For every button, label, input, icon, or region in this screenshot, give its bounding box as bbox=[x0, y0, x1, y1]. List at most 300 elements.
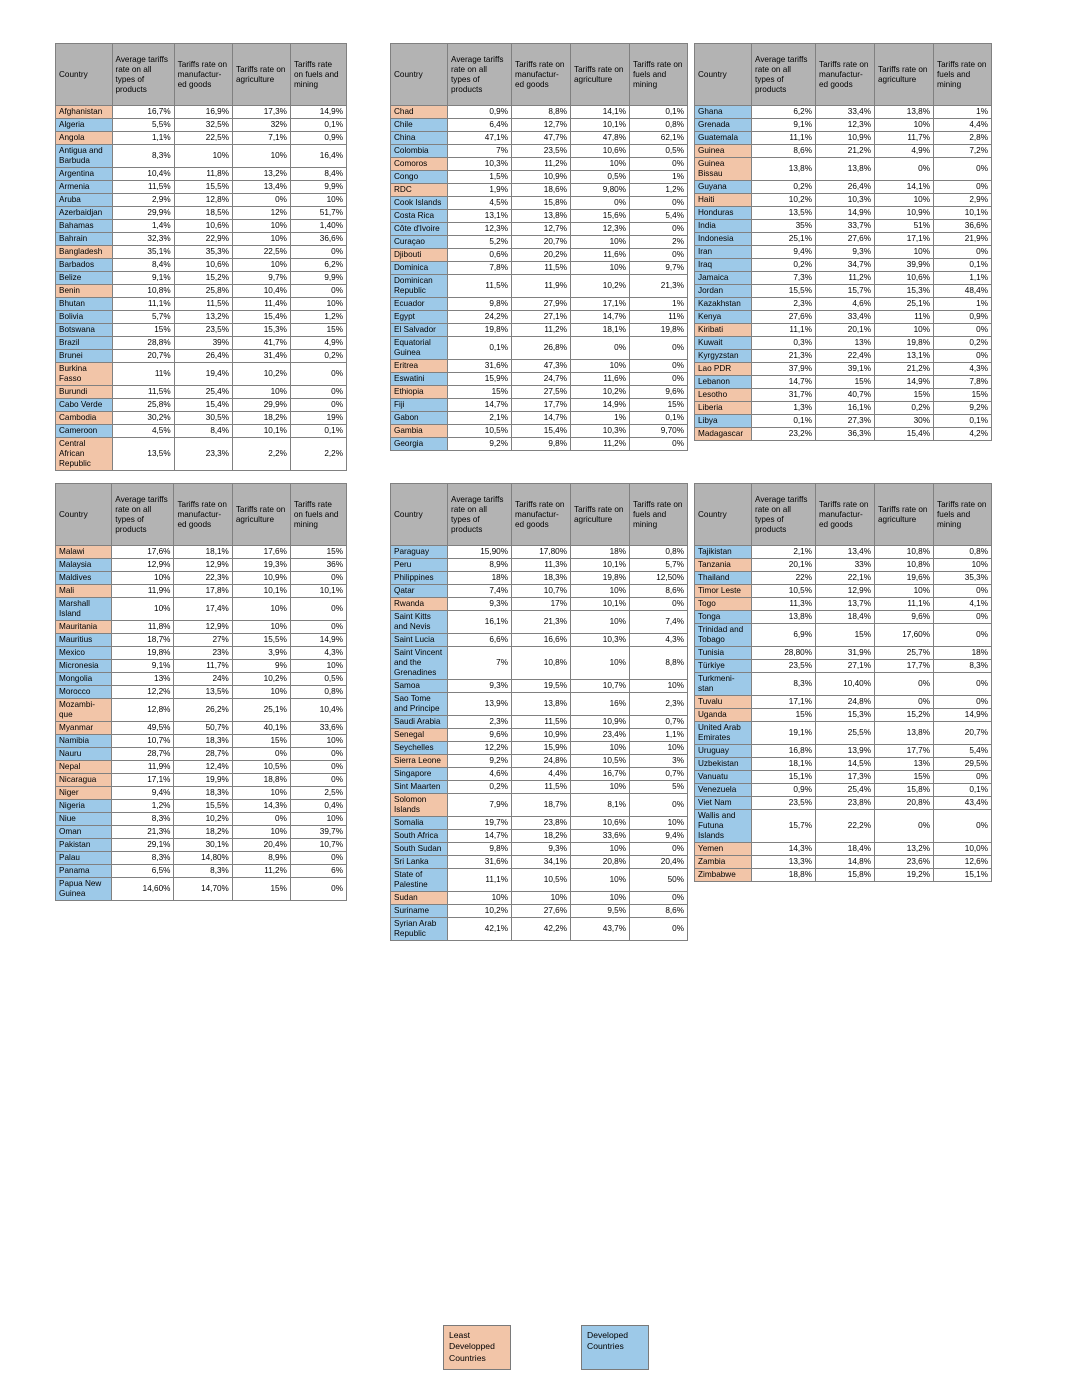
table-row bbox=[391, 386, 688, 399]
cell-agriculture: 1% bbox=[571, 412, 630, 425]
cell-fuels-and-mining: 0% bbox=[290, 246, 346, 259]
cell-manufactured-goods: 23,3% bbox=[174, 438, 232, 471]
table-row bbox=[56, 311, 347, 324]
cell-manufactured-goods: 11,2% bbox=[816, 272, 875, 285]
cell-average-tariffs: 11,9% bbox=[112, 585, 174, 598]
cell-agriculture: 10,1% bbox=[232, 425, 290, 438]
cell-manufactured-goods: 12,9% bbox=[816, 585, 875, 598]
cell-agriculture: 4,9% bbox=[875, 145, 934, 158]
column-header-average-tariffs: Average tariffs rate on all types of products bbox=[112, 484, 174, 546]
cell-agriculture: 41,7% bbox=[232, 337, 290, 350]
table-row bbox=[695, 145, 992, 158]
cell-fuels-and-mining: 10% bbox=[290, 298, 346, 311]
cell-fuels-and-mining: 0,8% bbox=[290, 686, 346, 699]
cell-agriculture: 10,1% bbox=[571, 119, 630, 132]
table-row bbox=[695, 572, 992, 585]
cell-agriculture: 11,4% bbox=[232, 298, 290, 311]
cell-agriculture: 17,60% bbox=[875, 624, 934, 647]
table-row bbox=[391, 559, 688, 572]
cell-agriculture: 0,5% bbox=[571, 171, 630, 184]
table-row bbox=[695, 856, 992, 869]
table-row bbox=[56, 546, 347, 559]
cell-manufactured-goods: 10,5% bbox=[512, 869, 571, 892]
cell-fuels-and-mining: 0% bbox=[934, 624, 992, 647]
cell-country: United Arab Emirates bbox=[695, 722, 752, 745]
table-row bbox=[56, 324, 347, 337]
cell-agriculture: 19,2% bbox=[875, 869, 934, 882]
table-row bbox=[391, 716, 688, 729]
cell-manufactured-goods: 14,5% bbox=[816, 758, 875, 771]
table-row bbox=[391, 311, 688, 324]
cell-country: Thailand bbox=[695, 572, 752, 585]
table-row bbox=[391, 546, 688, 559]
cell-fuels-and-mining: 3% bbox=[630, 755, 688, 768]
column-header-manufactured-goods: Tariffs rate on manufactur-ed goods bbox=[174, 484, 232, 546]
cell-fuels-and-mining: 0,9% bbox=[934, 311, 992, 324]
table-row bbox=[56, 826, 347, 839]
cell-agriculture: 9,7% bbox=[232, 272, 290, 285]
cell-manufactured-goods: 12,3% bbox=[816, 119, 875, 132]
cell-country: Peru bbox=[391, 559, 448, 572]
cell-agriculture: 15% bbox=[232, 878, 290, 901]
cell-manufactured-goods: 11,8% bbox=[174, 168, 232, 181]
cell-country: El Salvador bbox=[391, 324, 448, 337]
cell-country: Lesotho bbox=[695, 389, 752, 402]
column-header-country: Country bbox=[56, 44, 113, 106]
cell-average-tariffs: 0,1% bbox=[448, 337, 512, 360]
table-row bbox=[391, 905, 688, 918]
table-row bbox=[695, 389, 992, 402]
cell-fuels-and-mining: 9,6% bbox=[630, 386, 688, 399]
table-row bbox=[56, 207, 347, 220]
table-row bbox=[56, 673, 347, 686]
table-row bbox=[695, 415, 992, 428]
cell-manufactured-goods: 23,5% bbox=[512, 145, 571, 158]
cell-manufactured-goods: 27,9% bbox=[512, 298, 571, 311]
cell-fuels-and-mining: 0,2% bbox=[934, 337, 992, 350]
cell-manufactured-goods: 17,7% bbox=[512, 399, 571, 412]
cell-manufactured-goods: 25,5% bbox=[816, 722, 875, 745]
cell-agriculture: 15,8% bbox=[875, 784, 934, 797]
cell-agriculture: 17,7% bbox=[875, 745, 934, 758]
cell-fuels-and-mining: 0% bbox=[630, 843, 688, 856]
cell-average-tariffs: 28,8% bbox=[112, 337, 174, 350]
cell-average-tariffs: 15% bbox=[112, 324, 174, 337]
column-header-fuels-and-mining: Tariffs rate on fuels and mining bbox=[934, 44, 992, 106]
cell-fuels-and-mining: 0% bbox=[290, 598, 346, 621]
cell-country: Libya bbox=[695, 415, 752, 428]
cell-fuels-and-mining: 0% bbox=[290, 852, 346, 865]
cell-fuels-and-mining: 21,9% bbox=[934, 233, 992, 246]
cell-average-tariffs: 17,1% bbox=[752, 696, 816, 709]
cell-country: Niue bbox=[56, 813, 112, 826]
cell-country: Bahrain bbox=[56, 233, 113, 246]
table-row bbox=[391, 360, 688, 373]
cell-average-tariffs: 0,9% bbox=[448, 106, 512, 119]
cell-manufactured-goods: 27,6% bbox=[816, 233, 875, 246]
column-header-agriculture: Tariffs rate on agriculture bbox=[232, 44, 290, 106]
cell-manufactured-goods: 39,1% bbox=[816, 363, 875, 376]
cell-fuels-and-mining: 0% bbox=[934, 585, 992, 598]
cell-average-tariffs: 1,4% bbox=[112, 220, 174, 233]
cell-manufactured-goods: 18,2% bbox=[174, 826, 232, 839]
cell-manufactured-goods: 8,4% bbox=[174, 425, 232, 438]
cell-agriculture: 15,4% bbox=[875, 428, 934, 441]
cell-country: Iraq bbox=[695, 259, 752, 272]
cell-agriculture: 10,1% bbox=[232, 585, 290, 598]
cell-manufactured-goods: 20,1% bbox=[816, 324, 875, 337]
cell-agriculture: 39,9% bbox=[875, 259, 934, 272]
cell-manufactured-goods: 10,9% bbox=[816, 132, 875, 145]
cell-average-tariffs: 9,1% bbox=[112, 660, 174, 673]
cell-country: Mozambi-que bbox=[56, 699, 112, 722]
column-header-average-tariffs: Average tariffs rate on all types of products bbox=[448, 484, 512, 546]
cell-agriculture: 23,6% bbox=[875, 856, 934, 869]
cell-country: Togo bbox=[695, 598, 752, 611]
cell-manufactured-goods: 27,1% bbox=[512, 311, 571, 324]
cell-country: Haiti bbox=[695, 194, 752, 207]
cell-average-tariffs: 19,8% bbox=[448, 324, 512, 337]
cell-manufactured-goods: 21,3% bbox=[512, 611, 571, 634]
cell-manufactured-goods: 14,8% bbox=[816, 856, 875, 869]
cell-country: Morocco bbox=[56, 686, 112, 699]
cell-fuels-and-mining: 0% bbox=[630, 373, 688, 386]
cell-average-tariffs: 35,1% bbox=[112, 246, 174, 259]
cell-country: Palau bbox=[56, 852, 112, 865]
cell-average-tariffs: 4,5% bbox=[112, 425, 174, 438]
cell-country: Mongolia bbox=[56, 673, 112, 686]
cell-agriculture: 14,7% bbox=[571, 311, 630, 324]
cell-fuels-and-mining: 7,4% bbox=[630, 611, 688, 634]
cell-fuels-and-mining: 0% bbox=[630, 360, 688, 373]
cell-fuels-and-mining: 4,9% bbox=[290, 337, 346, 350]
column-header-agriculture: Tariffs rate on agriculture bbox=[875, 44, 934, 106]
cell-country: Tanzania bbox=[695, 559, 752, 572]
table-row bbox=[56, 699, 347, 722]
cell-agriculture: 10% bbox=[571, 611, 630, 634]
cell-average-tariffs: 13,5% bbox=[112, 438, 174, 471]
cell-average-tariffs: 18,8% bbox=[752, 869, 816, 882]
cell-average-tariffs: 11,1% bbox=[752, 324, 816, 337]
cell-country: Mali bbox=[56, 585, 112, 598]
cell-manufactured-goods: 15,4% bbox=[512, 425, 571, 438]
cell-agriculture: 16,7% bbox=[571, 768, 630, 781]
cell-agriculture: 10% bbox=[875, 324, 934, 337]
cell-fuels-and-mining: 10,4% bbox=[290, 699, 346, 722]
cell-average-tariffs: 8,3% bbox=[112, 852, 174, 865]
cell-agriculture: 10,7% bbox=[571, 680, 630, 693]
table-slot-3 bbox=[694, 43, 1092, 441]
cell-manufactured-goods: 20,7% bbox=[512, 236, 571, 249]
cell-average-tariffs: 8,3% bbox=[752, 673, 816, 696]
table-row bbox=[695, 363, 992, 376]
table-header-row bbox=[695, 484, 992, 546]
column-header-fuels-and-mining: Tariffs rate on fuels and mining bbox=[290, 44, 346, 106]
cell-agriculture: 17,6% bbox=[232, 546, 290, 559]
column-header-country: Country bbox=[695, 44, 752, 106]
cell-fuels-and-mining: 20,4% bbox=[630, 856, 688, 869]
cell-manufactured-goods: 19,4% bbox=[174, 363, 232, 386]
legend-least-developed-countries: Least Developped Countries bbox=[443, 1325, 511, 1370]
column-header-fuels-and-mining: Tariffs rate on fuels and mining bbox=[934, 484, 992, 546]
cell-manufactured-goods: 13,4% bbox=[816, 546, 875, 559]
cell-fuels-and-mining: 8,6% bbox=[630, 585, 688, 598]
table-row bbox=[56, 572, 347, 585]
cell-average-tariffs: 30,2% bbox=[112, 412, 174, 425]
cell-agriculture: 3,9% bbox=[232, 647, 290, 660]
cell-manufactured-goods: 22,2% bbox=[816, 810, 875, 843]
cell-fuels-and-mining: 1,40% bbox=[290, 220, 346, 233]
cell-agriculture: 11% bbox=[875, 311, 934, 324]
cell-average-tariffs: 31,6% bbox=[448, 360, 512, 373]
column-header-fuels-and-mining: Tariffs rate on fuels and mining bbox=[630, 484, 688, 546]
cell-agriculture: 19,8% bbox=[875, 337, 934, 350]
table-row bbox=[391, 425, 688, 438]
cell-country: Egypt bbox=[391, 311, 448, 324]
cell-average-tariffs: 9,8% bbox=[448, 298, 512, 311]
cell-manufactured-goods: 25,4% bbox=[174, 386, 232, 399]
cell-manufactured-goods: 19,9% bbox=[174, 774, 232, 787]
cell-fuels-and-mining: 14,9% bbox=[290, 634, 346, 647]
cell-manufactured-goods: 33% bbox=[816, 559, 875, 572]
cell-average-tariffs: 9,6% bbox=[448, 729, 512, 742]
cell-agriculture: 10,6% bbox=[571, 145, 630, 158]
cell-fuels-and-mining: 0,2% bbox=[290, 350, 346, 363]
table-row bbox=[56, 194, 347, 207]
table-row bbox=[56, 350, 347, 363]
cell-manufactured-goods: 13% bbox=[816, 337, 875, 350]
cell-fuels-and-mining: 7,2% bbox=[934, 145, 992, 158]
cell-manufactured-goods: 25,4% bbox=[816, 784, 875, 797]
cell-fuels-and-mining: 0% bbox=[934, 324, 992, 337]
cell-agriculture: 15,3% bbox=[875, 285, 934, 298]
cell-manufactured-goods: 10,6% bbox=[174, 220, 232, 233]
cell-country: Angola bbox=[56, 132, 113, 145]
table-row bbox=[391, 171, 688, 184]
cell-agriculture: 10% bbox=[232, 826, 290, 839]
cell-manufactured-goods: 18,5% bbox=[174, 207, 232, 220]
column-header-country: Country bbox=[695, 484, 752, 546]
cell-agriculture: 17,1% bbox=[571, 298, 630, 311]
cell-fuels-and-mining: 14,9% bbox=[934, 709, 992, 722]
cell-agriculture: 20,8% bbox=[571, 856, 630, 869]
cell-average-tariffs: 6,5% bbox=[112, 865, 174, 878]
cell-fuels-and-mining: 0,1% bbox=[630, 412, 688, 425]
cell-fuels-and-mining: 11% bbox=[630, 311, 688, 324]
cell-fuels-and-mining: 51,7% bbox=[290, 207, 346, 220]
table-row bbox=[56, 412, 347, 425]
cell-average-tariffs: 0,2% bbox=[752, 181, 816, 194]
cell-average-tariffs: 11% bbox=[112, 363, 174, 386]
cell-fuels-and-mining: 10% bbox=[934, 559, 992, 572]
cell-agriculture: 25,1% bbox=[232, 699, 290, 722]
cell-average-tariffs: 14,7% bbox=[752, 376, 816, 389]
cell-fuels-and-mining: 10,1% bbox=[934, 207, 992, 220]
cell-manufactured-goods: 14,80% bbox=[174, 852, 232, 865]
cell-country: Armenia bbox=[56, 181, 113, 194]
cell-country: Wallis and Futuna Islands bbox=[695, 810, 752, 843]
cell-agriculture: 10,5% bbox=[571, 755, 630, 768]
column-header-average-tariffs: Average tariffs rate on all types of products bbox=[752, 484, 816, 546]
cell-average-tariffs: 17,6% bbox=[112, 546, 174, 559]
cell-country: Oman bbox=[56, 826, 112, 839]
cell-fuels-and-mining: 0% bbox=[630, 892, 688, 905]
cell-fuels-and-mining: 19,8% bbox=[630, 324, 688, 337]
cell-manufactured-goods: 16,9% bbox=[174, 106, 232, 119]
table-row bbox=[695, 132, 992, 145]
cell-fuels-and-mining: 0% bbox=[630, 249, 688, 262]
cell-manufactured-goods: 10,3% bbox=[816, 194, 875, 207]
cell-average-tariffs: 10% bbox=[112, 572, 174, 585]
cell-average-tariffs: 22% bbox=[752, 572, 816, 585]
cell-manufactured-goods: 14,70% bbox=[174, 878, 232, 901]
cell-average-tariffs: 11,1% bbox=[752, 132, 816, 145]
table-row bbox=[391, 856, 688, 869]
table-row bbox=[56, 119, 347, 132]
cell-country: Cambodia bbox=[56, 412, 113, 425]
table-row bbox=[56, 735, 347, 748]
cell-average-tariffs: 11,5% bbox=[112, 181, 174, 194]
cell-agriculture: 29,9% bbox=[232, 399, 290, 412]
cell-manufactured-goods: 8,8% bbox=[512, 106, 571, 119]
cell-country: Paraguay bbox=[391, 546, 448, 559]
cell-fuels-and-mining: 4,4% bbox=[934, 119, 992, 132]
table-row bbox=[56, 145, 347, 168]
cell-manufactured-goods: 11,2% bbox=[512, 158, 571, 171]
cell-average-tariffs: 0,2% bbox=[752, 259, 816, 272]
table-row bbox=[391, 693, 688, 716]
cell-manufactured-goods: 27,1% bbox=[816, 660, 875, 673]
cell-fuels-and-mining: 0% bbox=[630, 158, 688, 171]
cell-agriculture: 18,8% bbox=[232, 774, 290, 787]
cell-agriculture: 10% bbox=[571, 585, 630, 598]
cell-average-tariffs: 8,3% bbox=[112, 145, 174, 168]
cell-agriculture: 10,6% bbox=[875, 272, 934, 285]
cell-average-tariffs: 10,5% bbox=[448, 425, 512, 438]
cell-agriculture: 10,3% bbox=[571, 425, 630, 438]
cell-country: Tajikistan bbox=[695, 546, 752, 559]
cell-average-tariffs: 2,3% bbox=[448, 716, 512, 729]
cell-agriculture: 10% bbox=[875, 119, 934, 132]
cell-agriculture: 15% bbox=[875, 389, 934, 402]
cell-manufactured-goods: 18,7% bbox=[512, 794, 571, 817]
cell-average-tariffs: 35% bbox=[752, 220, 816, 233]
cell-fuels-and-mining: 5,4% bbox=[934, 745, 992, 758]
cell-country: Georgia bbox=[391, 438, 448, 451]
cell-agriculture: 0% bbox=[875, 673, 934, 696]
cell-agriculture: 10,9% bbox=[875, 207, 934, 220]
cell-fuels-and-mining: 0% bbox=[934, 771, 992, 784]
cell-agriculture: 14,9% bbox=[571, 399, 630, 412]
cell-country: Malaysia bbox=[56, 559, 112, 572]
cell-country: Samoa bbox=[391, 680, 448, 693]
table-row bbox=[56, 761, 347, 774]
cell-average-tariffs: 9,8% bbox=[448, 843, 512, 856]
cell-average-tariffs: 25,1% bbox=[752, 233, 816, 246]
cell-average-tariffs: 0,1% bbox=[752, 415, 816, 428]
cell-agriculture: 21,2% bbox=[875, 363, 934, 376]
cell-country: Kiribati bbox=[695, 324, 752, 337]
cell-fuels-and-mining: 0% bbox=[290, 774, 346, 787]
cell-average-tariffs: 12,8% bbox=[112, 699, 174, 722]
cell-fuels-and-mining: 5,7% bbox=[630, 559, 688, 572]
table-row bbox=[391, 438, 688, 451]
cell-agriculture: 10% bbox=[571, 781, 630, 794]
cell-manufactured-goods: 18,6% bbox=[512, 184, 571, 197]
cell-fuels-and-mining: 15% bbox=[290, 546, 346, 559]
cell-country: Cabo Verde bbox=[56, 399, 113, 412]
cell-country: Mauritania bbox=[56, 621, 112, 634]
table-row bbox=[695, 220, 992, 233]
cell-fuels-and-mining: 0,1% bbox=[934, 259, 992, 272]
cell-manufactured-goods: 23,8% bbox=[512, 817, 571, 830]
column-header-country: Country bbox=[56, 484, 112, 546]
cell-fuels-and-mining: 36,6% bbox=[934, 220, 992, 233]
cell-country: Equatorial Guinea bbox=[391, 337, 448, 360]
cell-average-tariffs: 5,2% bbox=[448, 236, 512, 249]
cell-agriculture: 10% bbox=[875, 585, 934, 598]
table-row bbox=[695, 311, 992, 324]
table-header-row bbox=[56, 484, 347, 546]
cell-manufactured-goods: 17,4% bbox=[174, 598, 232, 621]
cell-manufactured-goods: 27% bbox=[174, 634, 232, 647]
cell-country: Kyrgyzstan bbox=[695, 350, 752, 363]
cell-country: Gabon bbox=[391, 412, 448, 425]
cell-manufactured-goods: 27,6% bbox=[512, 905, 571, 918]
cell-average-tariffs: 21,3% bbox=[752, 350, 816, 363]
table-row bbox=[391, 634, 688, 647]
table-row bbox=[695, 272, 992, 285]
cell-fuels-and-mining: 0% bbox=[290, 386, 346, 399]
cell-manufactured-goods: 10,40% bbox=[816, 673, 875, 696]
cell-manufactured-goods: 17,80% bbox=[512, 546, 571, 559]
cell-average-tariffs: 11,5% bbox=[448, 275, 512, 298]
cell-country: Myanmar bbox=[56, 722, 112, 735]
table-row bbox=[695, 696, 992, 709]
cell-average-tariffs: 13,3% bbox=[752, 856, 816, 869]
cell-fuels-and-mining: 10% bbox=[290, 735, 346, 748]
cell-average-tariffs: 5,7% bbox=[112, 311, 174, 324]
cell-agriculture: 10% bbox=[571, 647, 630, 680]
table-slot-5 bbox=[347, 483, 694, 941]
cell-manufactured-goods: 18,1% bbox=[174, 546, 232, 559]
cell-fuels-and-mining: 39,7% bbox=[290, 826, 346, 839]
cell-fuels-and-mining: 33,6% bbox=[290, 722, 346, 735]
cell-manufactured-goods: 11,7% bbox=[174, 660, 232, 673]
cell-country: Pakistan bbox=[56, 839, 112, 852]
cell-agriculture: 15,5% bbox=[232, 634, 290, 647]
tariff-table bbox=[694, 43, 992, 441]
table-row bbox=[56, 363, 347, 386]
cell-manufactured-goods: 17,3% bbox=[816, 771, 875, 784]
cell-fuels-and-mining: 0% bbox=[630, 794, 688, 817]
table-row bbox=[695, 106, 992, 119]
column-header-fuels-and-mining: Tariffs rate on fuels and mining bbox=[630, 44, 688, 106]
cell-agriculture: 10% bbox=[571, 158, 630, 171]
cell-average-tariffs: 9,2% bbox=[448, 438, 512, 451]
table-row bbox=[695, 181, 992, 194]
table-row bbox=[56, 272, 347, 285]
cell-manufactured-goods: 13,2% bbox=[174, 311, 232, 324]
cell-country: Panama bbox=[56, 865, 112, 878]
cell-manufactured-goods: 18,3% bbox=[512, 572, 571, 585]
cell-country: Uganda bbox=[695, 709, 752, 722]
cell-average-tariffs: 18,7% bbox=[112, 634, 174, 647]
cell-fuels-and-mining: 8,8% bbox=[630, 647, 688, 680]
cell-manufactured-goods: 25,8% bbox=[174, 285, 232, 298]
cell-agriculture: 13,2% bbox=[232, 168, 290, 181]
table-row bbox=[695, 428, 992, 441]
